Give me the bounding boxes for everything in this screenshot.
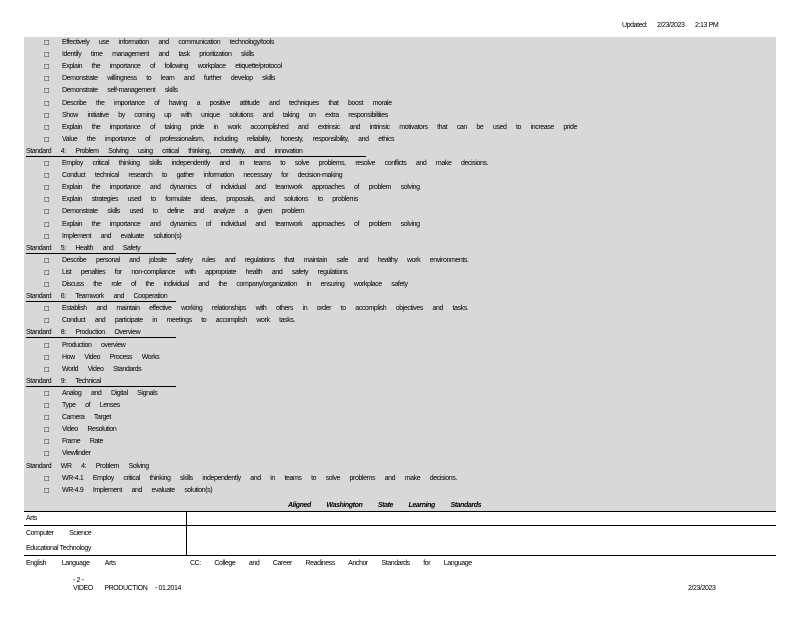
standard-heading: Standard 8: Production Overview <box>26 329 141 337</box>
standard-item: How Video Process Works <box>62 353 160 361</box>
bullet-marker: □ <box>44 160 50 167</box>
bullet-marker: □ <box>44 450 50 458</box>
standard-item: Implement and evaluate solution(s) <box>62 232 182 240</box>
standard-heading: Standard 5: Health and Safety <box>26 244 141 252</box>
standard-underline <box>26 337 176 338</box>
standard-item: Identify time management and task prioritization skills <box>62 51 254 59</box>
standard-item: Explain the importance and dynamics of individual and teamwork approaches of problem solving <box>62 184 420 192</box>
footer-version: - 01.2014 <box>155 585 181 592</box>
bullet-marker: □ <box>44 414 50 422</box>
standard-item: Describe the importance of having a positive attitude and techniques that boost morale <box>62 99 392 107</box>
bullet-marker: □ <box>44 365 50 373</box>
table-cell-subject: Arts <box>26 515 37 522</box>
bullet-marker: □ <box>44 63 50 71</box>
standard-heading: Standard 9: Technical <box>26 377 101 385</box>
bullet-marker: □ <box>44 268 50 276</box>
aligned-standards-heading: Aligned Washington State Learning Standards <box>288 502 482 509</box>
footer-date: 2/23/2023 <box>688 585 716 592</box>
standard-item: Viewfinder <box>62 450 91 458</box>
bullet-marker: □ <box>44 51 50 59</box>
table-column-rule <box>186 511 187 555</box>
standard-item: List penalties for non-compliance with appropriate health and safety regulations <box>62 268 348 276</box>
standard-item: Effectively use information and communication technology/tools <box>62 39 274 46</box>
standard-item: Frame Rate <box>62 438 103 446</box>
bullet-marker: □ <box>44 486 50 494</box>
table-rule <box>24 525 776 526</box>
table-cell-standard: CC: College and Career Readiness Anchor Standards for Language <box>190 560 472 567</box>
standard-item: Type of Lenses <box>62 402 120 409</box>
bullet-marker: □ <box>44 256 50 264</box>
bullet-marker: □ <box>44 305 50 313</box>
bullet-marker: □ <box>44 123 50 131</box>
standard-heading: Standard 4: Problem Solving using critical thinking, creativity, and innovation <box>26 147 303 155</box>
standard-item: Demonstrate willingness to learn and further develop skills <box>62 75 275 83</box>
standard-item: Demonstrate self-management skills <box>62 87 178 95</box>
standard-item: WR-4.1 Employ critical thinking skills independently and in teams to solve problems and make decisions. <box>62 474 457 482</box>
bullet-marker: □ <box>44 111 50 119</box>
standard-underline <box>26 253 176 254</box>
bullet-marker: □ <box>44 135 50 143</box>
bullet-marker: □ <box>44 39 50 46</box>
standard-item: Discuss the role of the individual and the company/organization in ensuring workplace safety <box>62 281 408 288</box>
standard-item: Conduct and participate in meetings to accomplish work tasks. <box>62 317 295 325</box>
bullet-marker: □ <box>44 317 50 325</box>
table-cell-subject: English Language Arts <box>26 560 116 567</box>
standard-heading: Standard 6: Teamwork and Cooperation <box>26 293 168 301</box>
bullet-marker: □ <box>44 438 50 446</box>
standard-item: Value the importance of professionalism, including reliability, honesty, responsibility, and ethics <box>62 135 395 143</box>
standard-item: Camera Target <box>62 414 111 422</box>
standard-underline <box>26 301 176 302</box>
standard-item: WR-4.9 Implement and evaluate solution(s) <box>62 486 213 494</box>
bullet-marker: □ <box>44 99 50 107</box>
page-number: - 2 - <box>73 577 84 584</box>
standard-underline <box>26 386 176 387</box>
bullet-marker: □ <box>44 196 50 204</box>
footer-course: VIDEO PRODUCTION <box>73 585 148 592</box>
standard-item: Explain strategies used to formulate ideas, proposals, and solutions to problems <box>62 196 358 204</box>
standard-item: Explain the importance of following workplace etiquette/protocol <box>62 63 282 71</box>
bullet-marker: □ <box>44 208 50 216</box>
bullet-marker: □ <box>44 172 50 180</box>
bullet-marker: □ <box>44 75 50 83</box>
standard-item: World Video Standards <box>62 365 142 373</box>
standard-item: Establish and maintain effective working relationships with others in order to accomplish objectives and tasks. <box>62 305 469 313</box>
bullet-marker: □ <box>44 220 50 228</box>
standard-item: Explain the importance of taking pride in work accomplished and extrinsic and intrinsic motivators that can be used to increase pride <box>62 123 577 131</box>
standard-item: Employ critical thinking skills independently and in teams to solve problems, resolve conflicts and make decisions. <box>62 160 489 167</box>
table-top-rule <box>24 511 776 512</box>
standard-underline <box>26 156 366 157</box>
bullet-marker: □ <box>44 389 50 397</box>
bullet-marker: □ <box>44 426 50 434</box>
bullet-marker: □ <box>44 232 50 240</box>
bullet-marker: □ <box>44 184 50 192</box>
standard-heading: Standard WR 4: Problem Solving <box>26 462 149 470</box>
bullet-marker: □ <box>44 281 50 288</box>
bullet-marker: □ <box>44 87 50 95</box>
standard-item: Conduct technical research to gather information necessary for decision-making <box>62 172 343 180</box>
table-cell-subject: Computer Science <box>26 530 92 537</box>
standard-item: Demonstrate skills used to define and analyze a given problem <box>62 208 305 216</box>
standard-item: Analog and Digital Signals <box>62 389 158 397</box>
updated-date: 2/23/2023 <box>657 22 685 29</box>
standard-item: Explain the importance and dynamics of individual and teamwork approaches of problem solving <box>62 220 420 228</box>
standard-item: Video Resolution <box>62 426 117 434</box>
standard-item: Production overview <box>62 341 126 349</box>
updated-label: Updated: <box>622 22 648 29</box>
bullet-marker: □ <box>44 353 50 361</box>
standard-item: Show initiative by coming up with unique solutions and taking on extra responsibilities <box>62 111 388 119</box>
bullet-marker: □ <box>44 341 50 349</box>
table-rule <box>24 555 776 556</box>
standard-item: Describe personal and jobsite safety rules and regulations that maintain safe and healthy work environments. <box>62 256 469 264</box>
updated-time: 2:13 PM <box>695 22 719 29</box>
bullet-marker: □ <box>44 474 50 482</box>
table-cell-subject: Educational Technology <box>26 545 92 552</box>
bullet-marker: □ <box>44 402 50 409</box>
